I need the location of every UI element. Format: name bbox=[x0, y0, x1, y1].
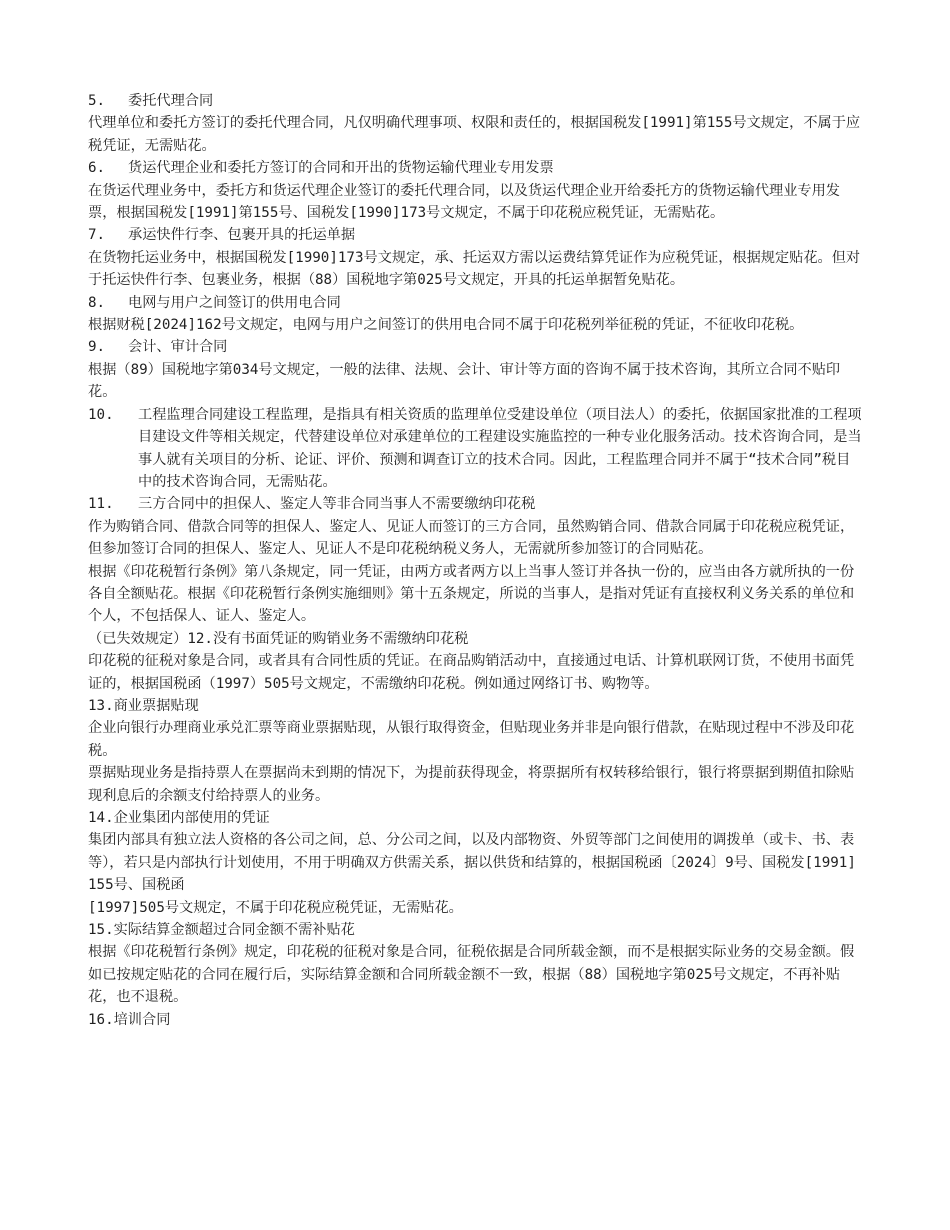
section-title: 委托代理合同 bbox=[128, 93, 214, 109]
section-number: 9. bbox=[88, 339, 106, 356]
section-number: 11. bbox=[88, 496, 114, 513]
section-7-body: 在货物托运业务中，根据国税发[1990]173号文规定，承、托运双方需以运费结算凭证作为应税凭证，根据规定贴花。但对于托运快件行李、包裹业务，根据（88）国税地字第025号文规定，开具的托运单据暂免贴花。 bbox=[88, 249, 861, 289]
section-5-heading bbox=[88, 90, 864, 112]
section-11-body-2: 根据《印花税暂行条例》第八条规定，同一凭证，由两方或者两方以上当事人签订并各执一份的，应当由各方就所执的一份各自全额贴花。根据《印花税暂行条例实施细则》第十五条规定，所说的当事人，是指对凭证有直接权利义务关系的单位和个人，不包括保人、证人、鉴定人。 bbox=[88, 563, 855, 625]
section-12-body: 印花税的征税对象是合同，或者具有合同性质的凭证。在商品购销活动中，直接通过电话、计算机联网订货，不使用书面凭证的，根据国税函（1997）505号文规定，不需缴纳印花税。例如通过网络订书、购物等。 bbox=[88, 653, 855, 692]
section-number: 10. bbox=[88, 406, 114, 423]
section-14-body-1: 集团内部具有独立法人资格的各公司之间，总、分公司之间，以及内部物资、外贸等部门之间使用的调拨单（或卡、书、表等），若只是内部执行计划使用，不用于明确双方供需关系，据以供货和结算的，根据国税函〔2024〕9号、国税发[1991]155号、国税函 bbox=[88, 832, 856, 894]
section-number: 6. bbox=[88, 160, 106, 177]
section-10-body: 工程监理合同建设工程监理，是指具有相关资质的监理单位受建设单位（项目法人）的委托，依据国家批准的工程项目建设文件等相关规定，代替建设单位对承建单位的工程建设实施监控的一种专业化服务活动。技术咨询合同，是当事人就有关项目的分析、论证、评价、预测和调查订立的技术合同。因此，工程监理合同并不属于“技术合同”税目中的技术咨询合同，无需贴花。 bbox=[138, 406, 862, 490]
section-10-paragraph bbox=[88, 404, 864, 494]
section-15-heading: 15.实际结算金额超过合同金额不需补贴花 bbox=[88, 922, 355, 939]
section-number: 8. bbox=[88, 294, 106, 311]
section-16-heading: 16.培训合同 bbox=[88, 1011, 171, 1028]
section-title: 货运代理企业和委托方签订的合同和开出的货物运输代理业专用发票 bbox=[128, 160, 554, 177]
section-11-body-1: 作为购销合同、借款合同等的担保人、鉴定人、见证人而签订的三方合同，虽然购销合同、借款合同属于印花税应税凭证，但参加签订合同的担保人、鉴定人、见证人不是印花税纳税义务人，无需就所参加签订的合同贴花。 bbox=[88, 518, 855, 558]
section-6-heading bbox=[88, 157, 864, 179]
section-13-body-1: 企业向银行办理商业承兑汇票等商业票据贴现，从银行取得资金，但贴现业务并非是向银行借款，在贴现过程中不涉及印花税。 bbox=[88, 720, 855, 759]
section-title: 电网与用户之间签订的供用电合同 bbox=[128, 294, 341, 311]
section-number: 5. bbox=[88, 93, 106, 109]
section-title: 承运快件行李、包裹开具的托运单据 bbox=[128, 227, 356, 244]
section-6-body: 在货运代理业务中，委托方和货运代理企业签订的委托代理合同，以及货运代理企业开给委托方的货物运输代理业专用发票，根据国税发[1991]第155号、国税发[1990]173号文规定，不属于印花税应税凭证，无需贴花。 bbox=[88, 182, 840, 222]
section-number: 7. bbox=[88, 227, 106, 244]
section-11-heading bbox=[88, 493, 864, 515]
section-15-body: 根据《印花税暂行条例》规定，印花税的征税对象是合同，征税依据是合同所载金额，而不是根据实际业务的交易金额。假如已按规定贴花的合同在履行后，实际结算金额和合同所载金额不一致，根据（88）国税地字第025号文规定，不再补贴花，也不退税。 bbox=[88, 944, 855, 1006]
section-13-heading: 13.商业票据贴现 bbox=[88, 697, 199, 714]
section-14-body-2: [1997]505号文规定，不属于印花税应税凭证，无需贴花。 bbox=[88, 899, 463, 916]
section-title: 会计、审计合同 bbox=[128, 339, 228, 356]
section-8-body: 根据财税[2024]162号文规定，电网与用户之间签订的供用电合同不属于印花税列举征税的凭证，不征收印花税。 bbox=[88, 317, 804, 334]
document-page bbox=[88, 90, 864, 1031]
section-9-body: 根据（89）国税地字第034号文规定，一般的法律、法规、会计、审计等方面的咨询不属于技术咨询，其所立合同不贴印花。 bbox=[88, 361, 841, 401]
section-12-heading: （已失效规定）12.没有书面凭证的购销业务不需缴纳印花税 bbox=[88, 630, 469, 647]
section-14-heading: 14.企业集团内部使用的凭证 bbox=[88, 810, 270, 826]
section-13-body-2: 票据贴现业务是指持票人在票据尚未到期的情况下，为提前获得现金，将票据所有权转移给银行，银行将票据到期值扣除贴现利息后的余额支付给持票人的业务。 bbox=[88, 765, 855, 804]
section-7-heading bbox=[88, 224, 864, 246]
section-8-heading bbox=[88, 292, 864, 314]
section-title: 三方合同中的担保人、鉴定人等非合同当事人不需要缴纳印花税 bbox=[138, 496, 536, 513]
section-5-body: 代理单位和委托方签订的委托代理合同，凡仅明确代理事项、权限和责任的，根据国税发[1991]第155号文规定，不属于应税凭证，无需贴花。 bbox=[88, 115, 861, 154]
section-9-heading bbox=[88, 336, 864, 358]
